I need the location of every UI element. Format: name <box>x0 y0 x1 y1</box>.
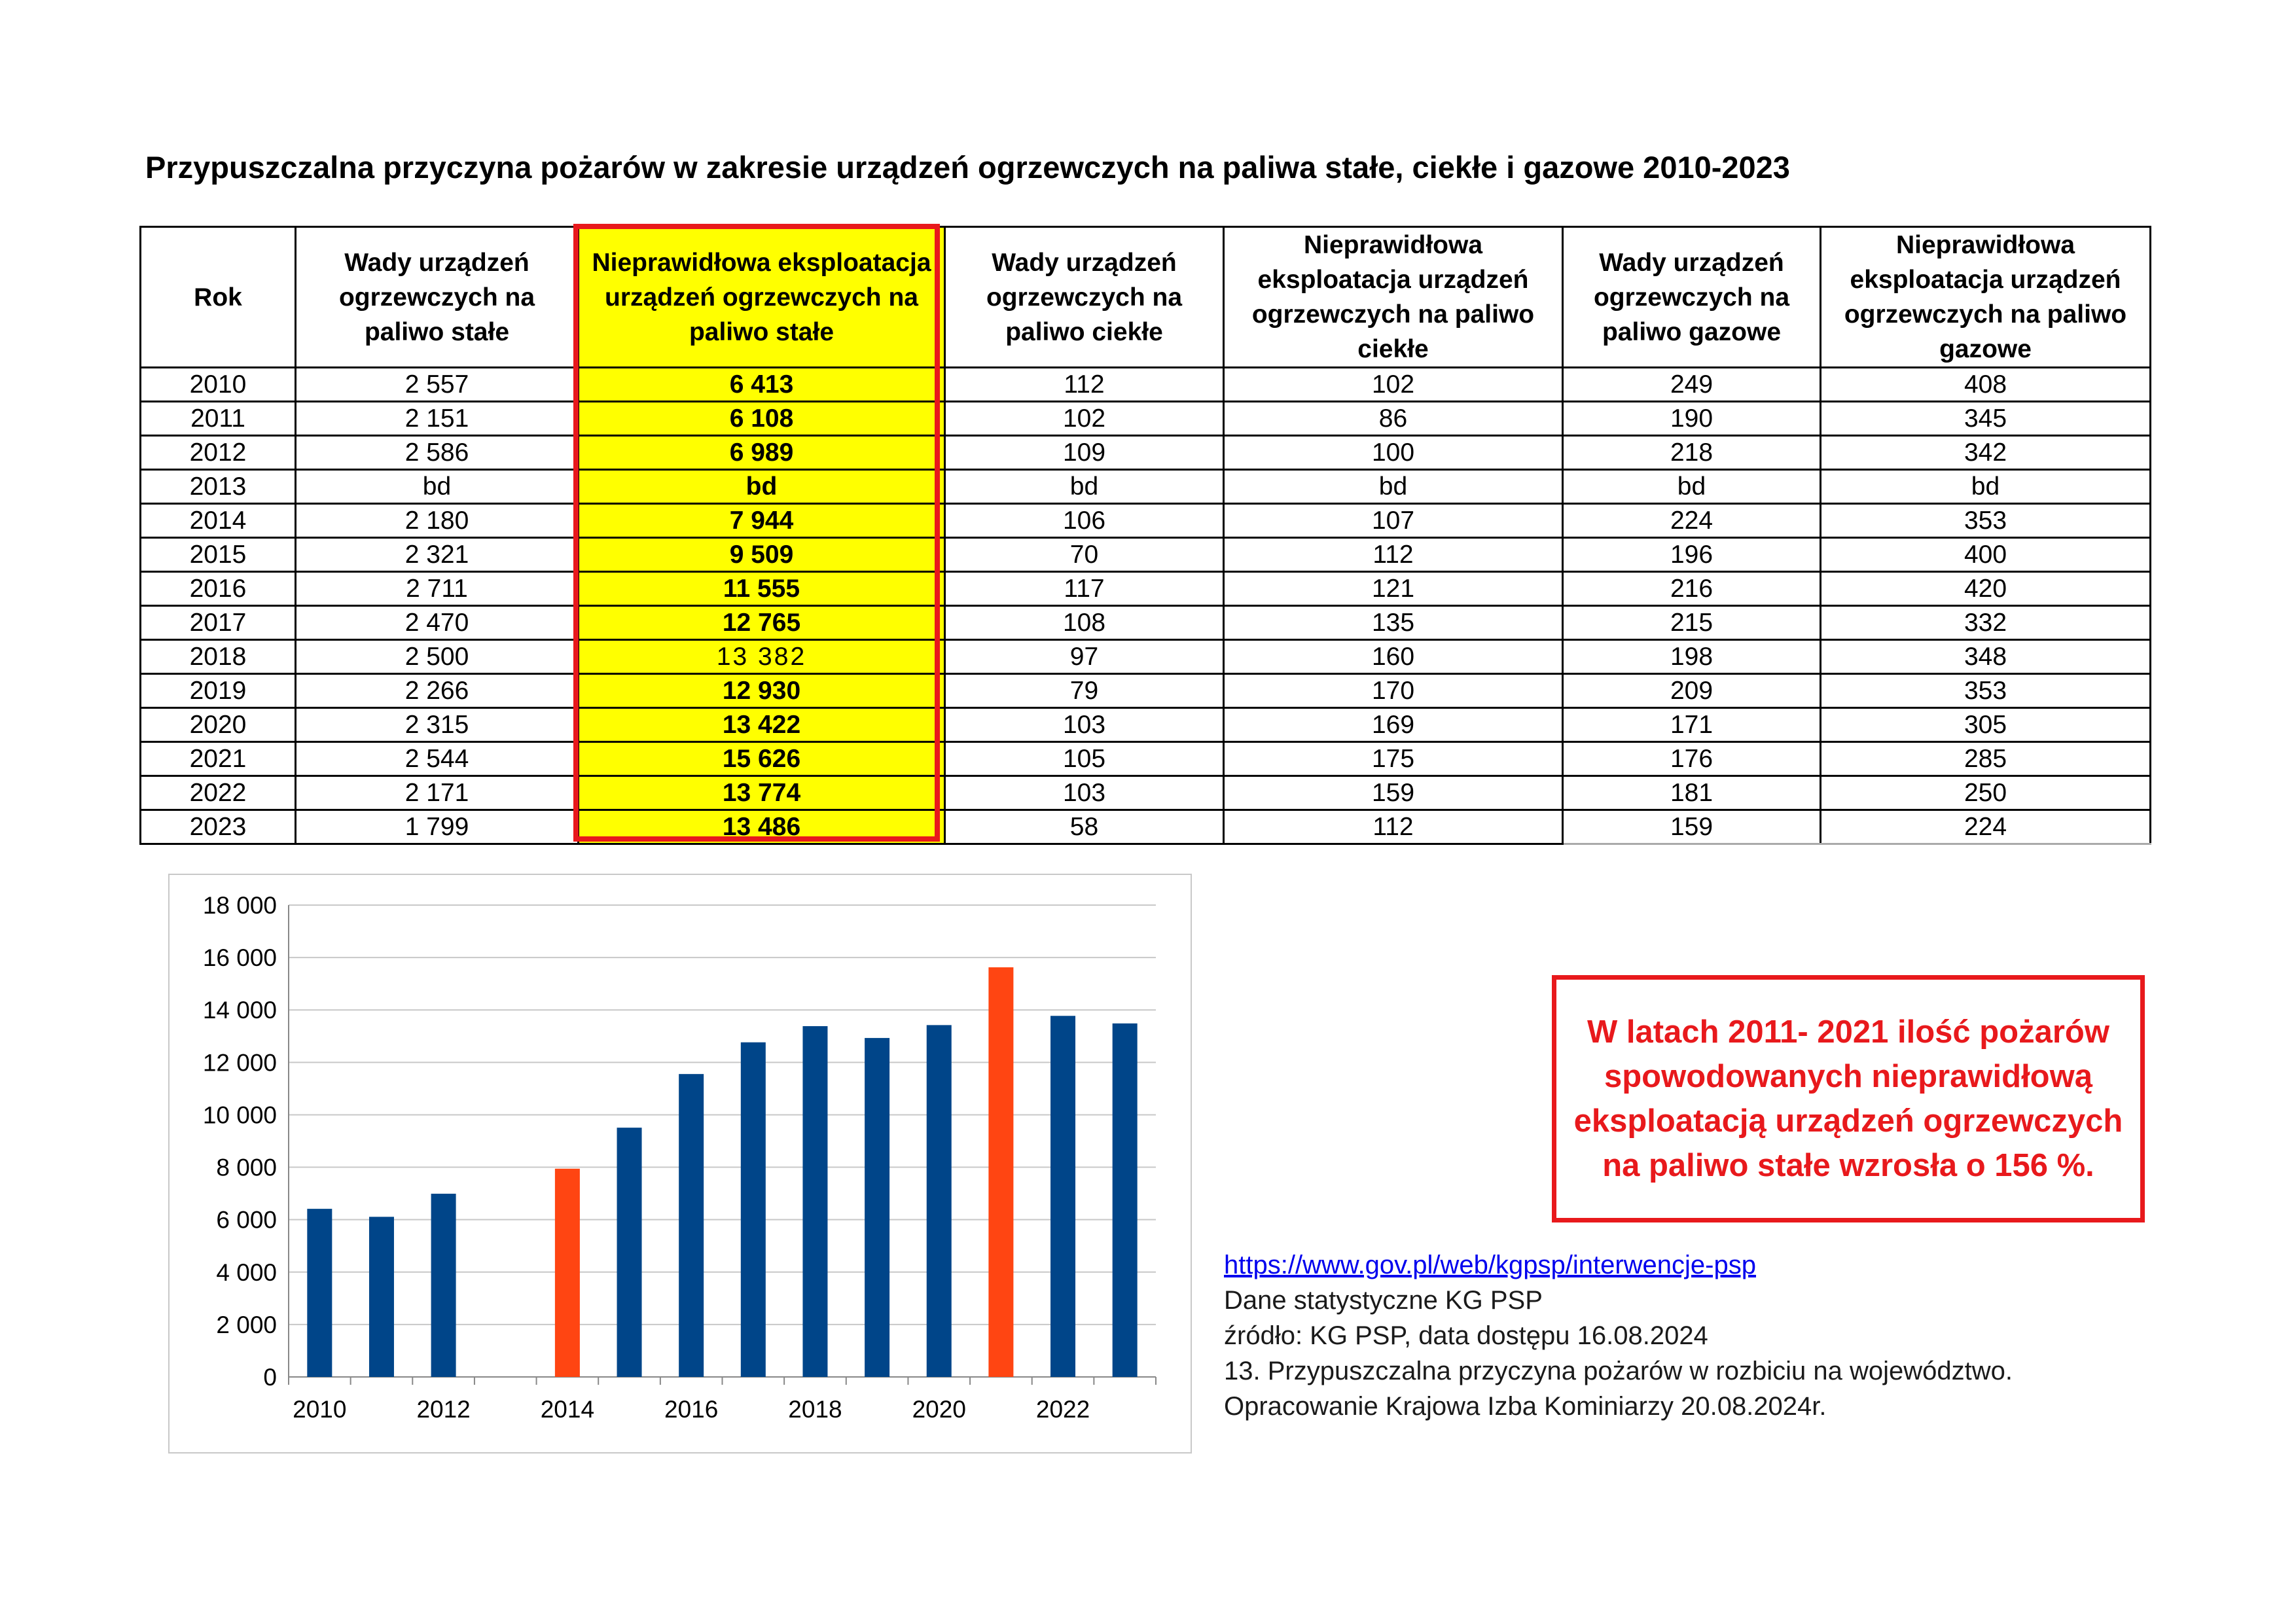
table-cell: 6 989 <box>579 436 945 470</box>
table-row <box>141 776 2151 810</box>
x-tick-label: 2018 <box>788 1396 842 1423</box>
table-cell: 209 <box>1563 674 1821 708</box>
year-cell: 2015 <box>141 538 296 572</box>
year-cell: 2017 <box>141 606 296 640</box>
year-cell: 2013 <box>141 470 296 504</box>
table-cell: 112 <box>1224 538 1563 572</box>
table-cell: 2 470 <box>296 606 579 640</box>
bar-2018 <box>802 1026 827 1377</box>
bar-2020 <box>927 1025 952 1377</box>
table-cell: 408 <box>1821 368 2151 402</box>
y-tick-label: 16 000 <box>202 944 277 972</box>
table-cell: 108 <box>945 606 1224 640</box>
table-cell: bd <box>945 470 1224 504</box>
header-liquid-defects: Wady urządzeń ogrzewczych na paliwo ciekłe <box>945 227 1224 368</box>
bar-2015 <box>617 1128 642 1377</box>
year-cell: 2022 <box>141 776 296 810</box>
table-cell: 305 <box>1821 708 2151 742</box>
table-cell: 400 <box>1821 538 2151 572</box>
table-header-row <box>141 227 2151 368</box>
table-cell: 1 799 <box>296 810 579 844</box>
year-cell: 2016 <box>141 572 296 606</box>
table-cell: 7 944 <box>579 504 945 538</box>
table-cell: 13 382 <box>579 640 945 674</box>
table-row <box>141 436 2151 470</box>
table-row <box>141 402 2151 436</box>
table-cell: 9 509 <box>579 538 945 572</box>
table-cell: 112 <box>1224 810 1563 844</box>
bar-2016 <box>679 1074 704 1377</box>
table-row <box>141 674 2151 708</box>
table-cell: 105 <box>945 742 1224 776</box>
table-cell: 102 <box>1224 368 1563 402</box>
table-cell: bd <box>579 470 945 504</box>
year-cell: 2018 <box>141 640 296 674</box>
bar-2022 <box>1050 1016 1075 1377</box>
table-cell: 2 557 <box>296 368 579 402</box>
x-tick-label: 2020 <box>912 1396 966 1423</box>
x-tick-label: 2022 <box>1035 1396 1090 1423</box>
table-cell: 70 <box>945 538 1224 572</box>
table-cell: 86 <box>1224 402 1563 436</box>
table-cell: 2 500 <box>296 640 579 674</box>
y-tick-label: 2 000 <box>216 1311 277 1338</box>
table-cell: 224 <box>1821 810 2151 844</box>
source-line: źródło: KG PSP, data dostępu 16.08.2024 <box>1224 1321 1708 1350</box>
table-cell: 13 486 <box>579 810 945 844</box>
x-tick-label: 2016 <box>664 1396 719 1423</box>
x-tick-label: 2010 <box>293 1396 347 1423</box>
header-year: Rok <box>141 227 296 368</box>
table-cell: bd <box>1224 470 1563 504</box>
table-cell: 58 <box>945 810 1224 844</box>
table-cell: 218 <box>1563 436 1821 470</box>
table-cell: 216 <box>1563 572 1821 606</box>
bar-2014 <box>555 1169 580 1377</box>
table-cell: 159 <box>1224 776 1563 810</box>
table-cell: 135 <box>1224 606 1563 640</box>
year-cell: 2010 <box>141 368 296 402</box>
source-link[interactable]: https://www.gov.pl/web/kgpsp/interwencje-psp <box>1224 1251 1756 1279</box>
source-notes <box>1224 1247 2206 1424</box>
bar-2023 <box>1113 1024 1138 1377</box>
table-cell: 100 <box>1224 436 1563 470</box>
y-tick-label: 6 000 <box>216 1206 277 1234</box>
table-cell: 345 <box>1821 402 2151 436</box>
y-tick-label: 0 <box>263 1364 277 1391</box>
table-cell: 2 711 <box>296 572 579 606</box>
table-cell: 121 <box>1224 572 1563 606</box>
table-cell: 2 151 <box>296 402 579 436</box>
table-cell: 102 <box>945 402 1224 436</box>
table-cell: 107 <box>1224 504 1563 538</box>
year-cell: 2020 <box>141 708 296 742</box>
table-cell: 106 <box>945 504 1224 538</box>
table-cell: 224 <box>1563 504 1821 538</box>
table-cell: 13 422 <box>579 708 945 742</box>
table-cell: 420 <box>1821 572 2151 606</box>
table-cell: 2 180 <box>296 504 579 538</box>
table-cell: 109 <box>945 436 1224 470</box>
header-liquid-misuse: Nieprawidłowa eksploatacja urządzeń ogrzewczych na paliwo ciekłe <box>1224 227 1563 368</box>
bar-2017 <box>741 1043 766 1377</box>
table-cell: 112 <box>945 368 1224 402</box>
year-cell: 2011 <box>141 402 296 436</box>
year-cell: 2023 <box>141 810 296 844</box>
table-cell: 12 930 <box>579 674 945 708</box>
table-cell: 171 <box>1563 708 1821 742</box>
table-cell: 190 <box>1563 402 1821 436</box>
table-cell: 13 774 <box>579 776 945 810</box>
table-cell: 160 <box>1224 640 1563 674</box>
table-row <box>141 708 2151 742</box>
table-cell: 175 <box>1224 742 1563 776</box>
bar-2019 <box>865 1038 889 1377</box>
header-solid-misuse: Nieprawidłowa eksploatacja urządzeń ogrzewczych na paliwo stałe <box>579 227 945 368</box>
table-row <box>141 640 2151 674</box>
table-cell: 181 <box>1563 776 1821 810</box>
y-tick-label: 4 000 <box>216 1258 277 1286</box>
table-cell: 79 <box>945 674 1224 708</box>
year-cell: 2019 <box>141 674 296 708</box>
table-cell: 12 765 <box>579 606 945 640</box>
table-cell: 2 266 <box>296 674 579 708</box>
x-tick-label: 2012 <box>416 1396 471 1423</box>
table-cell: bd <box>1821 470 2151 504</box>
source-line: Dane statystyczne KG PSP <box>1224 1286 1543 1315</box>
table-row <box>141 572 2151 606</box>
table-cell: 6 413 <box>579 368 945 402</box>
table-row <box>141 368 2151 402</box>
table-cell: bd <box>1563 470 1821 504</box>
source-line: Opracowanie Krajowa Izba Kominiarzy 20.08.2024r. <box>1224 1392 1827 1421</box>
table-cell: 2 315 <box>296 708 579 742</box>
table-cell: 176 <box>1563 742 1821 776</box>
header-solid-defects: Wady urządzeń ogrzewczych na paliwo stałe <box>296 227 579 368</box>
y-tick-label: 8 000 <box>216 1154 277 1181</box>
table-row <box>141 742 2151 776</box>
source-line: 13. Przypuszczalna przyczyna pożarów w rozbiciu na województwo. <box>1224 1357 2013 1385</box>
bar-2011 <box>369 1217 394 1377</box>
table-cell: 215 <box>1563 606 1821 640</box>
table-row <box>141 606 2151 640</box>
table-cell: 285 <box>1821 742 2151 776</box>
header-gas-misuse: Nieprawidłowa eksploatacja urządzeń ogrzewczych na paliwo gazowe <box>1821 227 2151 368</box>
year-cell: 2014 <box>141 504 296 538</box>
table-cell: 342 <box>1821 436 2151 470</box>
bar-2021 <box>988 967 1013 1377</box>
table-cell: 15 626 <box>579 742 945 776</box>
header-gas-defects: Wady urządzeń ogrzewczych na paliwo gazowe <box>1563 227 1821 368</box>
table-cell: 103 <box>945 708 1224 742</box>
table-row <box>141 504 2151 538</box>
bar-2010 <box>307 1209 332 1377</box>
callout-box <box>1552 975 2145 1222</box>
table-cell: 250 <box>1821 776 2151 810</box>
table-cell: 2 171 <box>296 776 579 810</box>
table-cell: 353 <box>1821 504 2151 538</box>
table-cell: 348 <box>1821 640 2151 674</box>
table-cell: 117 <box>945 572 1224 606</box>
x-tick-label: 2014 <box>540 1396 595 1423</box>
table-cell: 249 <box>1563 368 1821 402</box>
table-cell: 6 108 <box>579 402 945 436</box>
table-cell: 353 <box>1821 674 2151 708</box>
table-cell: bd <box>296 470 579 504</box>
table-cell: 2 544 <box>296 742 579 776</box>
bar-chart-svg <box>170 875 1193 1455</box>
table-cell: 196 <box>1563 538 1821 572</box>
table-cell: 170 <box>1224 674 1563 708</box>
table-cell: 97 <box>945 640 1224 674</box>
y-tick-label: 10 000 <box>202 1101 277 1129</box>
table-cell: 2 321 <box>296 538 579 572</box>
table-row <box>141 538 2151 572</box>
table-cell: 11 555 <box>579 572 945 606</box>
y-tick-label: 18 000 <box>202 892 277 919</box>
fire-cause-table <box>139 226 2151 845</box>
table-cell: 169 <box>1224 708 1563 742</box>
table-cell: 198 <box>1563 640 1821 674</box>
page-title: Przypuszczalna przyczyna pożarów w zakresie urządzeń ogrzewczych na paliwa stałe, ciekłe i gazowe 2010-2023 <box>145 150 1790 185</box>
year-cell: 2012 <box>141 436 296 470</box>
bar-chart <box>168 874 1192 1454</box>
year-cell: 2021 <box>141 742 296 776</box>
table-cell: 2 586 <box>296 436 579 470</box>
y-tick-label: 14 000 <box>202 997 277 1024</box>
table-row <box>141 810 2151 844</box>
table-row <box>141 470 2151 504</box>
table-cell: 159 <box>1563 810 1821 844</box>
callout-text: W latach 2011- 2021 ilość pożarów spowodowanych nieprawidłową eksploatacją urządzeń ogrzewczych na paliwo stałe wzrosła o 156 %. <box>1573 1014 2123 1183</box>
y-tick-label: 12 000 <box>202 1049 277 1077</box>
table-cell: 332 <box>1821 606 2151 640</box>
table-cell: 103 <box>945 776 1224 810</box>
bar-2012 <box>431 1194 456 1377</box>
